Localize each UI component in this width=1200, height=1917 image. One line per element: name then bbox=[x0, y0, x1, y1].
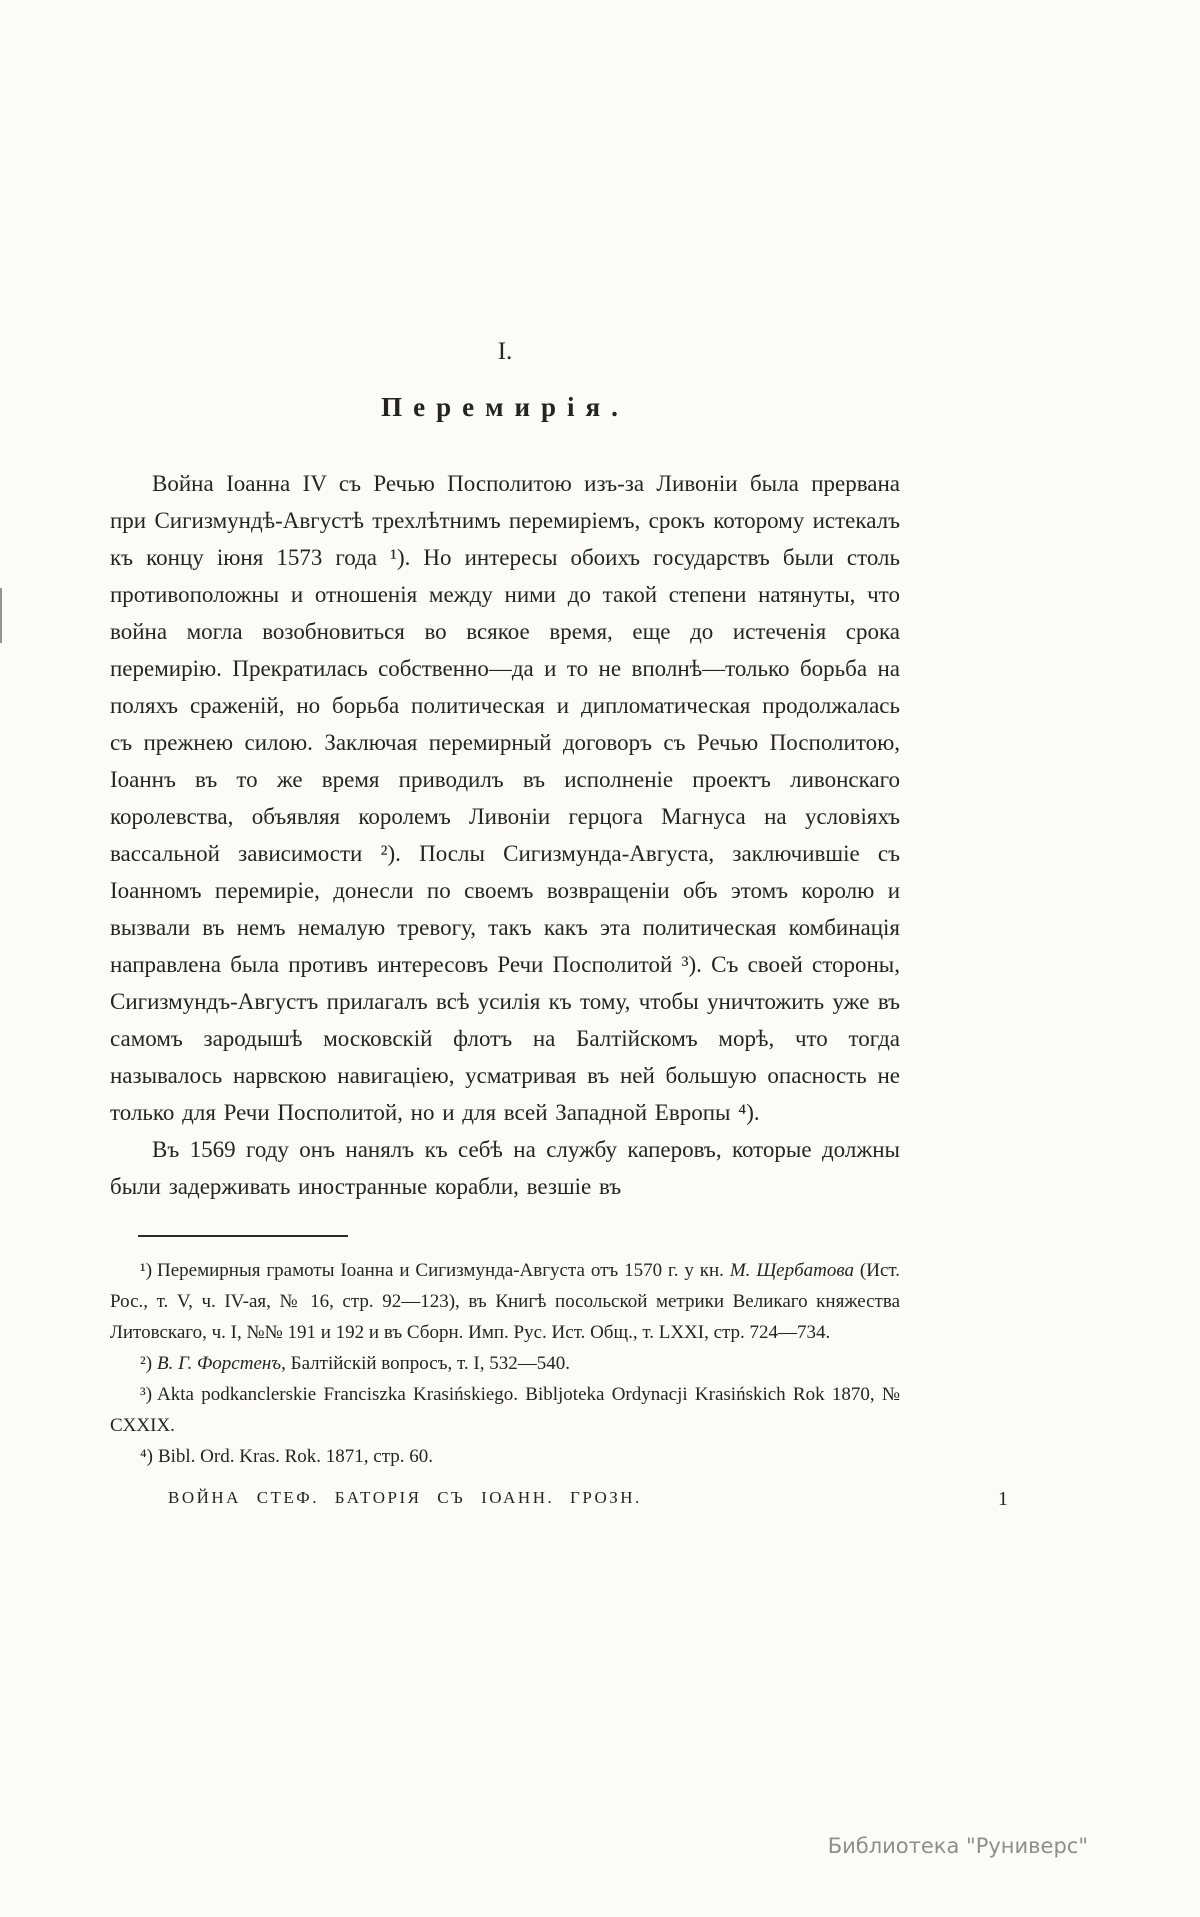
page-number: 1 bbox=[998, 1488, 1008, 1510]
footnote-1-text: Перемирныя грамоты Іоанна и Сигизмунда-Августа отъ 1570 г. у кн. bbox=[157, 1260, 730, 1281]
footnote-4-marker: ⁴) bbox=[140, 1446, 153, 1467]
footnote-1-author: М. Щербатова bbox=[729, 1260, 854, 1281]
footnotes-block bbox=[110, 1255, 900, 1472]
chapter-number: I. bbox=[497, 338, 513, 365]
running-title: ВОЙНА СТЕФ. БАТОРІЯ СЪ ІОАНН. ГРОЗН. bbox=[168, 1488, 642, 1507]
footnote-3 bbox=[110, 1379, 900, 1441]
footnote-2 bbox=[110, 1348, 900, 1379]
footnote-1-marker: ¹) bbox=[140, 1260, 153, 1281]
page-footer bbox=[110, 1488, 1008, 1514]
footnote-4 bbox=[110, 1441, 900, 1472]
footnote-3-marker: ³) bbox=[140, 1384, 153, 1405]
library-watermark: Библиотека "Руниверс" bbox=[827, 1834, 1088, 1858]
chapter-title: Перемирія. bbox=[381, 392, 629, 422]
footnote-2-author: В. Г. Форстенъ, bbox=[157, 1353, 286, 1374]
footnote-2-marker: ²) bbox=[140, 1353, 153, 1374]
footnote-separator bbox=[138, 1235, 348, 1237]
footnote-3-text: Akta podkanclerskie Franciszka Krasińskiego. Bibljoteka Ordynacji Krasińskich Rok 1870, № CXXIX. bbox=[110, 1384, 900, 1436]
scan-edge-artifact bbox=[0, 588, 2, 643]
footnote-4-text: Bibl. Ord. Kras. Rok. 1871, стр. 60. bbox=[157, 1446, 433, 1467]
footnote-1 bbox=[110, 1255, 900, 1348]
body-paragraph-2: Въ 1569 году онъ нанялъ къ себѣ на службу каперовъ, которые должны были задерживать иностранные корабли, везшіе въ bbox=[110, 1137, 900, 1199]
footnote-1-text-cont: (Ист. Рос., т. V, ч. IV-ая, № 16, стр. 92—123), въ Книгѣ посольской метрики Великаго княжества Литовскаго, ч. I, №№ 191 и 192 и въ Сборн. Имп. Рус. Ист. Общ., т. LXXI, стр. 724—734. bbox=[110, 1260, 901, 1343]
body-paragraph-1: Война Іоанна IV съ Речью Посполитою изъ-за Ливоніи была прервана при Сигизмундѣ-Августѣ трехлѣтнимъ перемиріемъ, срокъ которому истекалъ къ концу іюня 1573 года ¹). Но интересы обоихъ государствъ были столь противоположны и отношенія между ними до такой степени натянуты, что война могла возобновиться во всякое время, еще до истеченія срока перемирію. Прекратилась собственно—да и то не вполнѣ—только борьба на поляхъ сраженій, но борьба политическая и дипломатическая продолжалась съ прежнею силою. Заключая перемирный договоръ съ Речью Посполитою, Іоаннъ въ то же время приводилъ въ исполненіе проектъ ливонскаго королевства, объявляя королемъ Ливоніи герцога Магнуса на условіяхъ вассальной зависимости ²). Послы Сигизмунда-Августа, заключившіе съ Іоанномъ перемиріе, донесли по своемъ возвращеніи объ этомъ королю и вызвали въ немъ немалую тревогу, такъ какъ эта политическая комбинація направлена была противъ интересовъ Речи Посполитой ³). Съ своей стороны, Сигизмундъ-Августъ прилагалъ всѣ усилія къ тому, чтобы уничтожить уже въ самомъ зародышѣ московскій флотъ на Балтійскомъ морѣ, что тогда называлось нарвскою навигаціею, усматривая въ ней большую опасность не только для Речи Посполитой, но и для всей Западной Европы ⁴). bbox=[110, 471, 900, 1125]
page-content bbox=[110, 338, 1008, 1514]
footnote-2-text-cont: Балтійскій вопросъ, т. I, 532—540. bbox=[285, 1353, 570, 1374]
